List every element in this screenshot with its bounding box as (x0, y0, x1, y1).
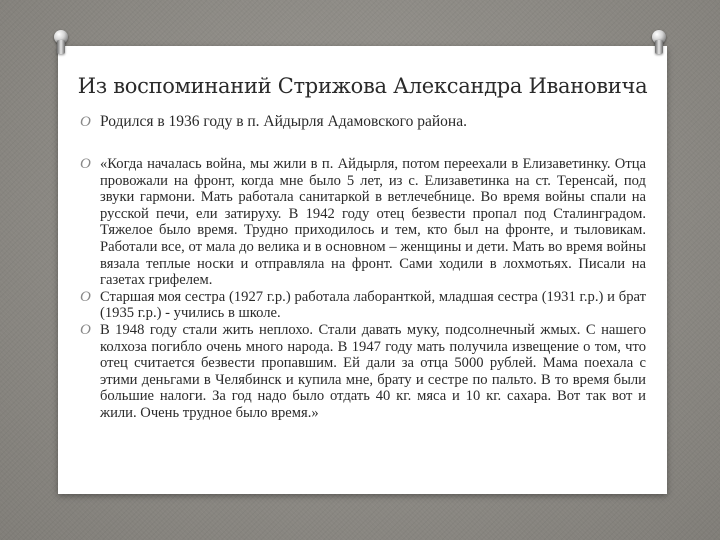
bullet-text: Родился в 1936 году в п. Айдырля Адамовского района. (100, 113, 467, 130)
bullet-icon: O (80, 156, 91, 172)
bullet-item-birth (80, 112, 646, 132)
bullet-text: В 1948 году стали жить неплохо. Стали давать муку, подсолнечный жмых. С нашего колхоза погибло очень много народа. В 1947 году мать получила извещение о том, что отец считается безвести пропавшим. Ей дали за отца 5000 рублей. Мама поехала с этими деньгами в Челябинск и купила мне, брату и сестре по пальто. В то время были большие налоги. За год надо было отдать 40 кг. мяса и 10 кг. сахара. Вот так вот и жили. Очень трудное было время.» (100, 321, 646, 421)
bullet-icon: O (80, 114, 91, 130)
bullet-icon: O (80, 288, 91, 305)
bullet-text: Старшая моя сестра (1927 г.р.) работала лаборанткой, младшая сестра (1931 г.р.) и брат (1935 г.р.) - учились в школе. (100, 288, 646, 322)
bullet-item-siblings (80, 289, 646, 322)
pushpin-right-icon (650, 30, 668, 56)
bullet-list (80, 112, 646, 422)
pushpin-left-icon (52, 30, 70, 56)
slide-title: Из воспоминаний Стрижова Александра Ивановича (77, 74, 648, 98)
pushpin-stem (655, 40, 663, 54)
bullet-text: «Когда началась война, мы жили в п. Айдырля, потом переехали в Елизаветинку. Отца провожали на фронт, когда мне было 5 лет, из с. Елизаветинка на ст. Теренсай, под звуки гармони. Мать работала санитаркой в ветлечебнице. Во время войны спали на русской печи, ели затируху. В 1942 году отец безвести пропал под Сталинградом. Тяжелое было время. Трудно приходилось и тем, кто был на фронте, и тыловикам. Работали все, от мала до велика и в основном – женщины и дети. Мать во время войны вязала теплые носки и отправляла на фронт. Сами ходили в лохмотьях. Писали на газетах грифелем. (100, 156, 646, 289)
bullet-icon: O (80, 321, 91, 338)
bullet-item-war-memories (80, 156, 646, 289)
pushpin-stem (57, 40, 65, 54)
bullet-item-postwar (80, 322, 646, 422)
